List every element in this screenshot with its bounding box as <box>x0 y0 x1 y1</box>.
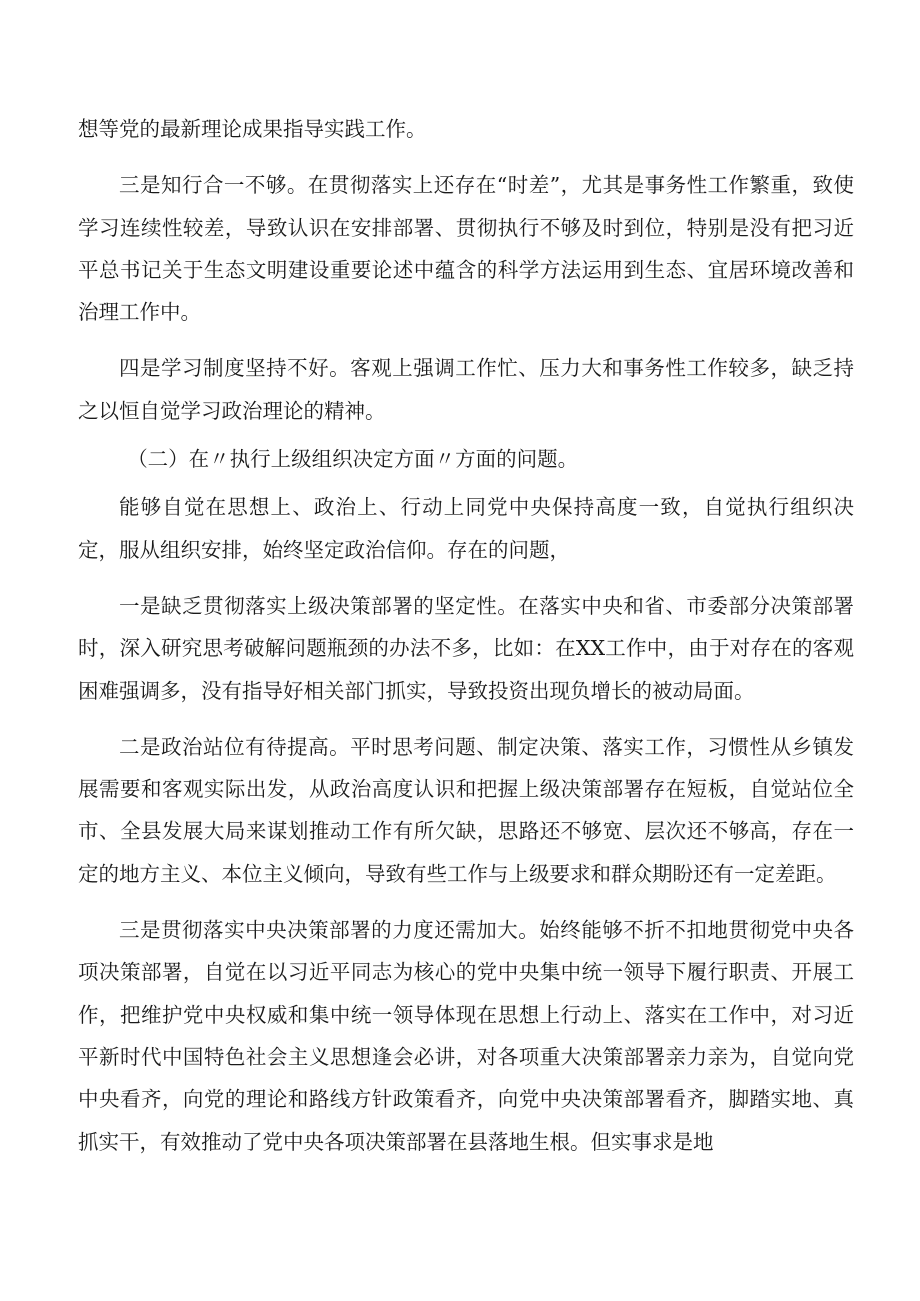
paragraph-continuation: 想等党的最新理论成果指导实践工作。 <box>78 117 427 141</box>
paragraph-point-four: 四是学习制度坚持不好。客观上强调工作忙、压力大和事务性工作较多，缺乏持之以恒自觉学习政治理论的精神。 <box>78 356 854 423</box>
document-body <box>78 108 854 1163</box>
paragraph-point-two: 二是政治站位有待提高。平时思考问题、制定决策、落实工作，习惯性从乡镇发展需要和客观实际出发，从政治高度认识和把握上级决策部署存在短板，自觉站位全市、全县发展大局来谋划推动工作有所欠缺，思路还不够宽、层次还不够高，存在一定的地方主义、本位主义倾向，导致有些工作与上级要求和群众期盼还有一定差距。 <box>78 734 854 886</box>
paragraph-point-three: 三是知行合一不够。在贯彻落实上还存在“时差”，尤其是事务性工作繁重，致使学习连续性较差，导致认识在安排部署、贯彻执行不够及时到位，特别是没有把习近平总书记关于生态文明建设重要论述中蕴含的科学方法运用到生态、宜居环境改善和治理工作中。 <box>78 173 854 325</box>
section-heading: （二）在〃执行上级组织决定方面〃方面的问题。 <box>127 447 579 472</box>
paragraph-point-one: 一是缺乏贯彻落实上级决策部署的坚定性。在落实中央和省、市委部分决策部署时，深入研究思考破解问题瓶颈的办法不多，比如：在XX工作中，由于对存在的客观困难强调多，没有指导好相关部门抓实，导致投资出现负增长的被动局面。 <box>78 593 854 703</box>
paragraph-intro: 能够自觉在思想上、政治上、行动上同党中央保持高度一致，自觉执行组织决定，服从组织安排，始终坚定政治信仰。存在的问题， <box>78 495 854 562</box>
paragraph-point-three-b: 三是贯彻落实中央决策部署的力度还需加大。始终能够不折不扣地贯彻党中央各项决策部署，自觉在以习近平同志为核心的党中央集中统一领导下履行职责、开展工作，把维护党中央权威和集中统一领导体现在思想上行动上、落实在工作中，对习近平新时代中国特色社会主义思想逢会必讲，对各项重大决策部署亲力亲为，自觉向党中央看齐，向党的理论和路线方针政策看齐，向党中央决策部署看齐，脚踏实地、真抓实干，有效推动了党中央各项决策部署在县落地生根。但实事求是地 <box>78 918 854 1154</box>
